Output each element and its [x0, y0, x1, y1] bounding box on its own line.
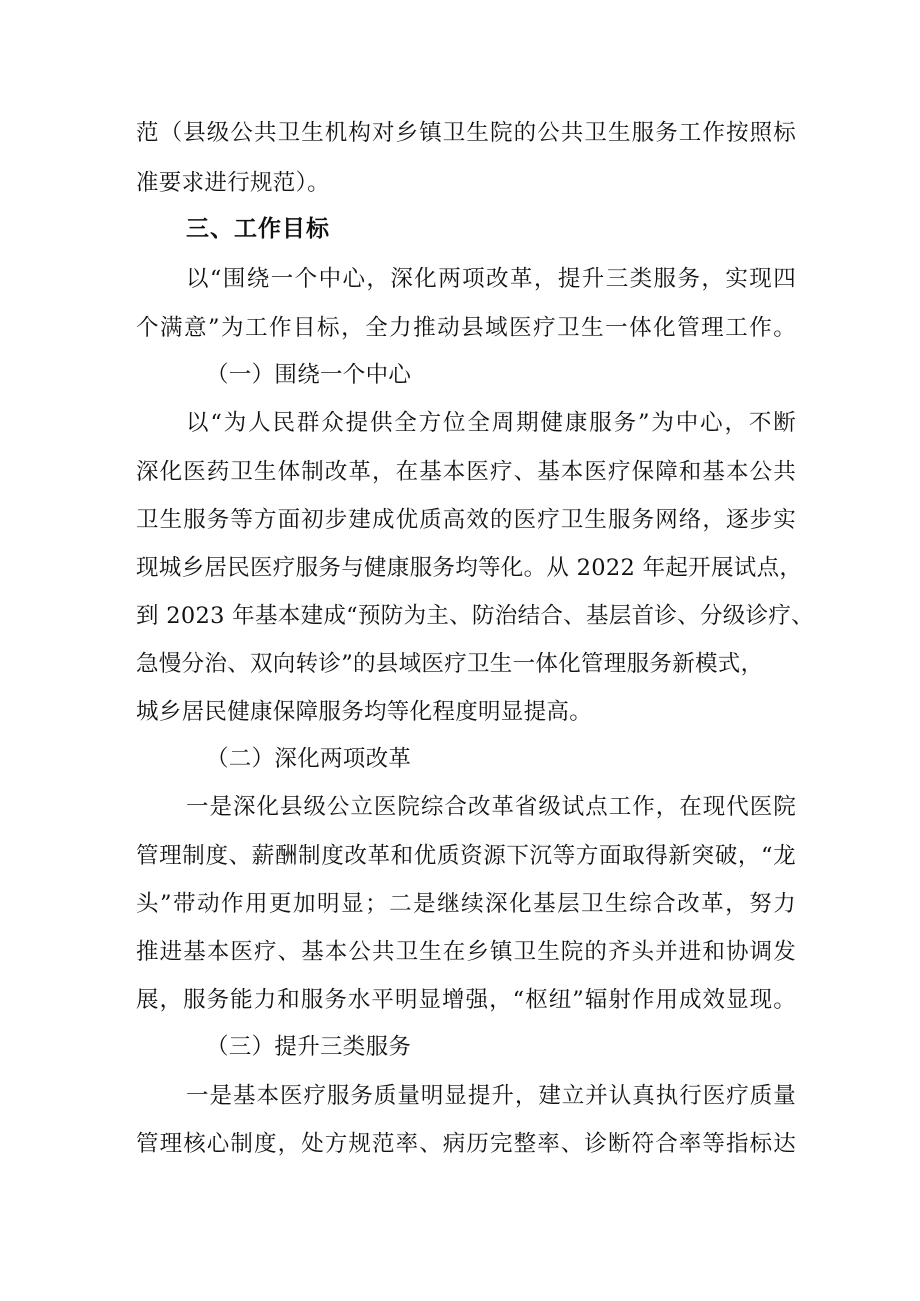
paragraph-first-line: 一是基本医疗服务质量明显提升，建立并认真执行医疗质量: [186, 1083, 796, 1109]
section-heading: 三、工作目标: [186, 216, 330, 242]
body-line: 城乡居民健康保障服务均等化程度明显提高。: [136, 699, 593, 725]
paragraph-first-line: 以“为人民群众提供全方位全周期健康服务”为中心，不断: [186, 410, 796, 436]
subsection-heading: （一）围绕一个中心: [206, 362, 412, 388]
body-line: 推进基本医疗、基本公共卫生在乡镇卫生院的齐头并进和协调发: [136, 939, 796, 965]
body-line: 管理核心制度，处方规范率、病历完整率、诊断符合率等指标达: [136, 1131, 796, 1157]
body-line: 准要求进行规范）。: [136, 170, 330, 196]
paragraph-first-line: 一是深化县级公立医院综合改革省级试点工作，在现代医院: [186, 794, 796, 820]
body-line: 卫生服务等方面初步建成优质高效的医疗卫生服务网络，逐步实: [136, 507, 796, 533]
body-line: 到 2023 年基本建成“预防为主、防治结合、基层首诊、分级诊疗、: [136, 603, 814, 629]
body-line: 深化医药卫生体制改革，在基本医疗、基本医疗保障和基本公共: [136, 459, 796, 485]
paragraph-first-line: 以“围绕一个中心，深化两项改革，提升三类服务，实现四: [186, 266, 796, 292]
subsection-heading: （二）深化两项改革: [206, 746, 412, 772]
body-line: 展，服务能力和服务水平明显增强，“枢纽”辐射作用成效显现。: [136, 987, 796, 1013]
body-line: 现城乡居民医疗服务与健康服务均等化。从 2022 年起开展试点，: [136, 555, 803, 581]
body-line: 头”带动作用更加明显；二是继续深化基层卫生综合改革，努力: [136, 891, 796, 917]
body-line: 急慢分治、双向转诊”的县域医疗卫生一体化管理服务新模式，: [136, 651, 764, 677]
body-line: 范（县级公共卫生机构对乡镇卫生院的公共卫生服务工作按照标: [136, 120, 796, 146]
subsection-heading: （三）提升三类服务: [206, 1034, 412, 1060]
body-line: 个满意”为工作目标，全力推动县域医疗卫生一体化管理工作。: [136, 315, 796, 341]
body-line: 管理制度、薪酬制度改革和优质资源下沉等方面取得新突破，“龙: [136, 843, 796, 869]
